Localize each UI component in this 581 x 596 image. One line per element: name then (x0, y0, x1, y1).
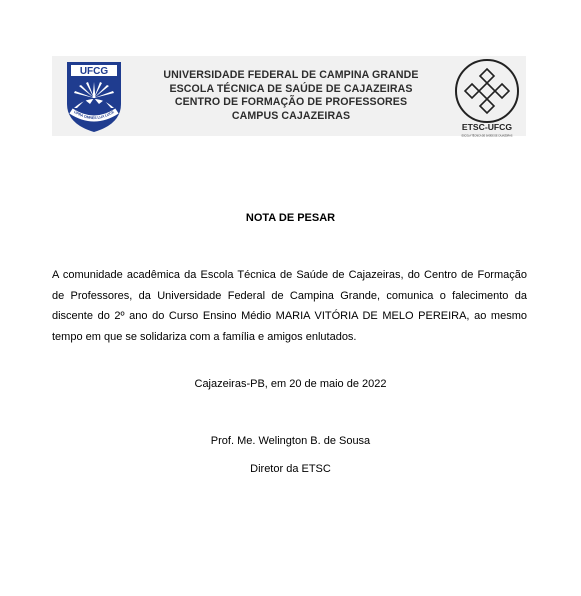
institution-line: CAMPUS CAJAZEIRAS (231, 109, 351, 122)
etsc-ufcg-logo (453, 57, 521, 139)
institution-line: ESCOLA TÉCNICA DE SAÚDE DE CAJAZEIRAS (169, 82, 413, 95)
institution-line: CENTRO DE FORMAÇÃO DE PROFESSORES (174, 96, 408, 108)
announcement-paragraph: A comunidade acadêmica da Escola Técnica de Saúde de Cajazeiras, do Centro de Formação de Professores, da Universidade Federal de Campina Grande, comunica o falecimento da discente do 2º ano do Curso Ensino Médio MARIA VITÓRIA DE MELO PEREIRA, ao mesmo tempo em que se solidariza com a família e amigos enlutados. (52, 269, 527, 343)
signatory-name: Prof. Me. Welington B. de Sousa (210, 435, 371, 447)
ufcg-logo (65, 60, 123, 134)
etsc-logo-subtitle: ESCOLA TÉCNICA DE SAÚDE DE CAJAZEIRAS (461, 135, 513, 138)
place-date: Cajazeiras-PB, em 20 de maio de 2022 (194, 378, 387, 390)
institution-line: UNIVERSIDADE FEDERAL DE CAMPINA GRANDE (163, 69, 419, 81)
document-title: NOTA DE PESAR (245, 212, 336, 224)
signatory-role: Diretor da ETSC (250, 463, 331, 475)
ufcg-acronym: UFCG (79, 66, 109, 77)
institution-lines (135, 69, 447, 123)
ufcg-motto: UPRA OMNES LUX LUCE (73, 109, 115, 121)
etsc-logo-name: ETSC-UFCG (461, 122, 513, 132)
